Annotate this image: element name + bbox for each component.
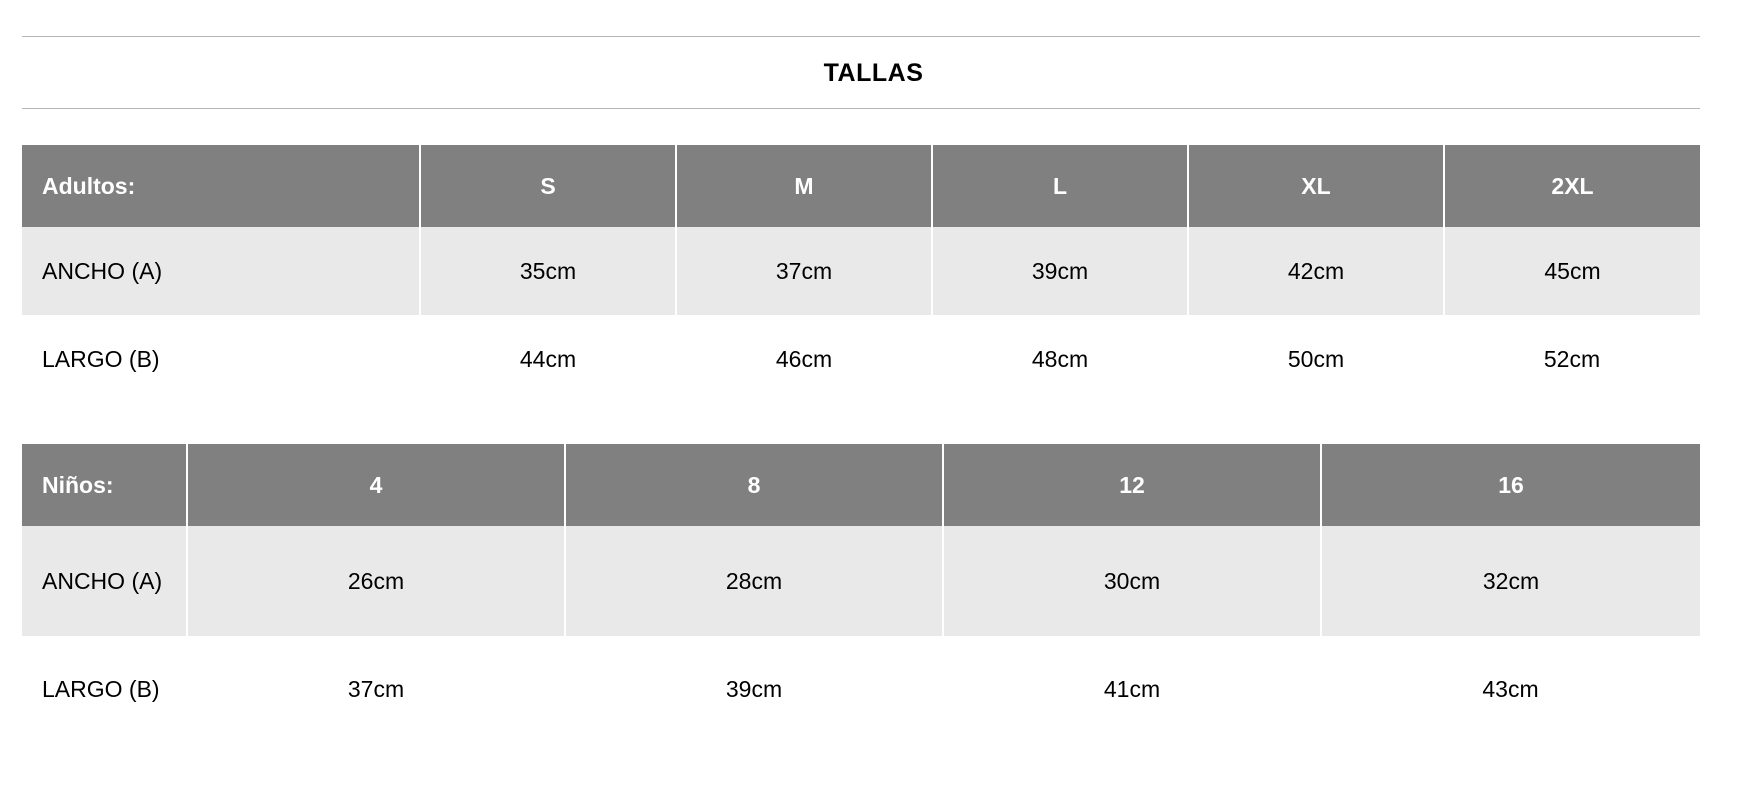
kids-size-header: 12 (943, 444, 1321, 526)
kids-size-header: 8 (565, 444, 943, 526)
cell-value: 46cm (676, 315, 932, 403)
cell-value: 48cm (932, 315, 1188, 403)
adults-size-header: S (420, 145, 676, 227)
bottom-divider (22, 108, 1700, 109)
adults-size-header: 2XL (1444, 145, 1700, 227)
table-row (22, 526, 1700, 636)
cell-value: 44cm (420, 315, 676, 403)
cell-value: 39cm (932, 227, 1188, 315)
kids-label-header: Niños: (22, 444, 187, 526)
table-row (22, 636, 1700, 742)
adults-size-header: M (676, 145, 932, 227)
cell-value: 26cm (187, 526, 565, 636)
adults-size-table (22, 145, 1700, 403)
table-row (22, 315, 1700, 403)
cell-value: 50cm (1188, 315, 1444, 403)
table-header-row (22, 145, 1700, 227)
cell-value: 41cm (943, 636, 1321, 742)
row-label: LARGO (B) (22, 315, 420, 403)
adults-size-header: L (932, 145, 1188, 227)
cell-value: 43cm (1321, 636, 1700, 742)
cell-value: 37cm (187, 636, 565, 742)
cell-value: 30cm (943, 526, 1321, 636)
cell-value: 28cm (565, 526, 943, 636)
title-block (22, 0, 1725, 109)
kids-size-header: 16 (1321, 444, 1700, 526)
cell-value: 42cm (1188, 227, 1444, 315)
adults-label-header: Adultos: (22, 145, 420, 227)
page-title: TALLAS (823, 59, 924, 87)
tables-container (22, 145, 1725, 742)
kids-size-header: 4 (187, 444, 565, 526)
row-label: LARGO (B) (22, 636, 187, 742)
row-label: ANCHO (A) (22, 526, 187, 636)
table-header-row (22, 444, 1700, 526)
kids-size-table (22, 444, 1700, 742)
cell-value: 32cm (1321, 526, 1700, 636)
cell-value: 52cm (1444, 315, 1700, 403)
cell-value: 37cm (676, 227, 932, 315)
cell-value: 39cm (565, 636, 943, 742)
adults-size-header: XL (1188, 145, 1444, 227)
table-row (22, 227, 1700, 315)
row-label: ANCHO (A) (22, 227, 420, 315)
cell-value: 35cm (420, 227, 676, 315)
cell-value: 45cm (1444, 227, 1700, 315)
